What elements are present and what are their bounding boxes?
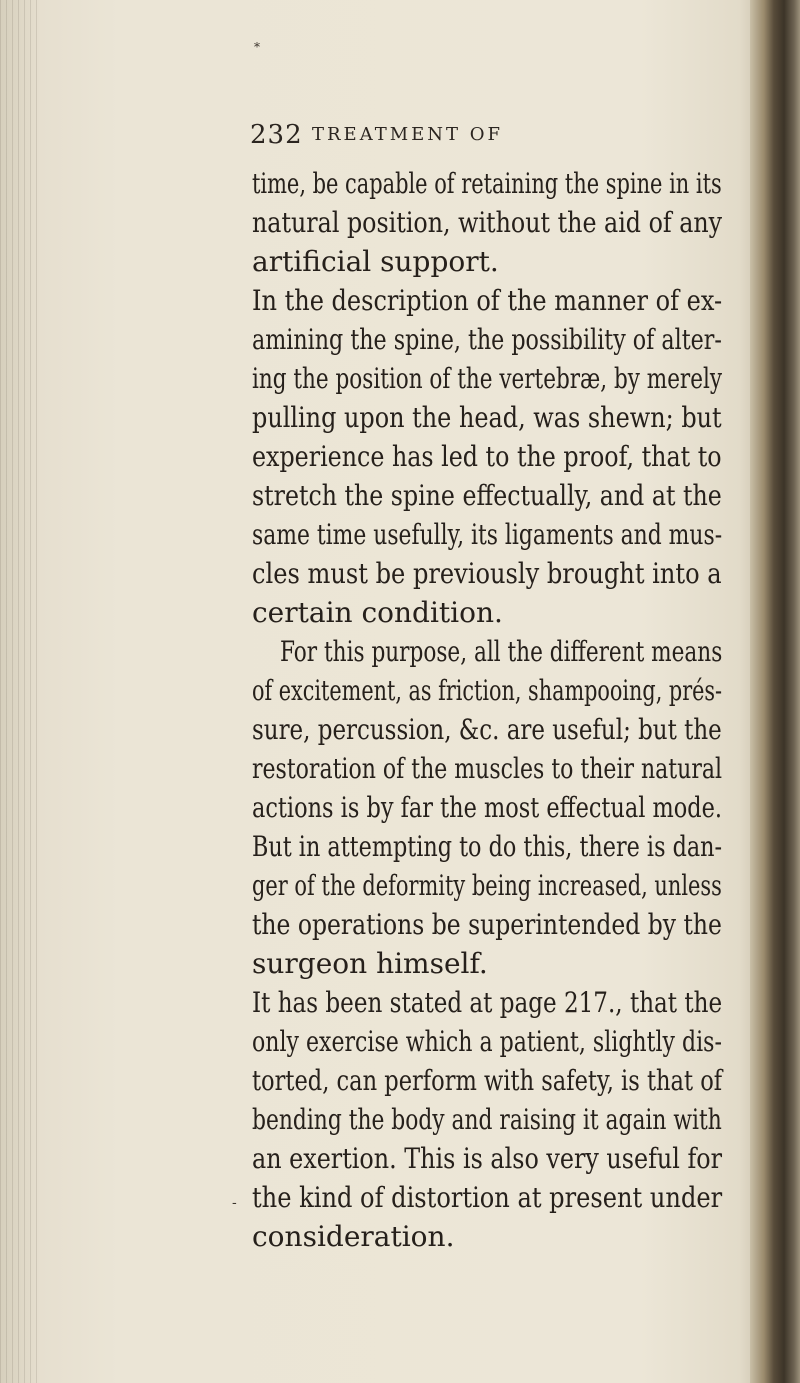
running-head: TREATMENT OF [312, 124, 504, 145]
text-line: the kind of distortion at present under [252, 1181, 723, 1214]
text-line: For this purpose, all the different means [280, 635, 723, 668]
text-line: ger of the deformity being increased, unless [252, 869, 722, 902]
text-line: of excitement, as friction, shampooing, prés- [252, 674, 723, 707]
text-line: ing the position of the vertebræ, by merely [252, 362, 723, 395]
text-line: natural position, without the aid of any [252, 206, 723, 239]
text-line: time, be capable of retaining the spine in its [252, 167, 722, 200]
text-line: actions is by far the most effectual mode. [252, 791, 723, 824]
stray-mark-bottom: - [232, 1195, 237, 1211]
text-line: artificial support. [252, 245, 499, 278]
stray-mark-top: * [254, 40, 260, 54]
text-line: In the description of the manner of ex- [252, 284, 723, 317]
binding-gutter [750, 0, 800, 1383]
page-left-edge [0, 0, 40, 1383]
page-header [250, 120, 680, 156]
text-line: It has been stated at page 217., that the [252, 986, 723, 1019]
text-line: bending the body and raising it again with [252, 1103, 722, 1136]
text-line: amining the spine, the possibility of alter- [252, 323, 722, 356]
text-line: same time usefully, its ligaments and mus- [252, 518, 723, 551]
text-line: But in attempting to do this, there is dan- [252, 830, 723, 863]
text-line: certain condition. [252, 596, 503, 629]
text-line: sure, percussion, &c. are useful; but the [252, 713, 722, 746]
text-line: stretch the spine effectually, and at the [252, 479, 722, 512]
page-number: 232 [250, 120, 303, 150]
text-line: pulling upon the head, was shewn; but [252, 401, 722, 434]
text-line: only exercise which a patient, slightly dis- [252, 1025, 722, 1058]
text-line: an exertion. This is also very useful for [252, 1142, 723, 1175]
text-line: the operations be superintended by the [252, 908, 722, 941]
text-line: experience has led to the proof, that to [252, 440, 722, 473]
text-line: surgeon himself. [252, 947, 488, 980]
text-line: restoration of the muscles to their natural [252, 752, 723, 785]
text-line: cles must be previously brought into a [252, 557, 722, 590]
text-line: consideration. [252, 1220, 455, 1253]
text-line: torted, can perform with safety, is that of [252, 1064, 723, 1097]
